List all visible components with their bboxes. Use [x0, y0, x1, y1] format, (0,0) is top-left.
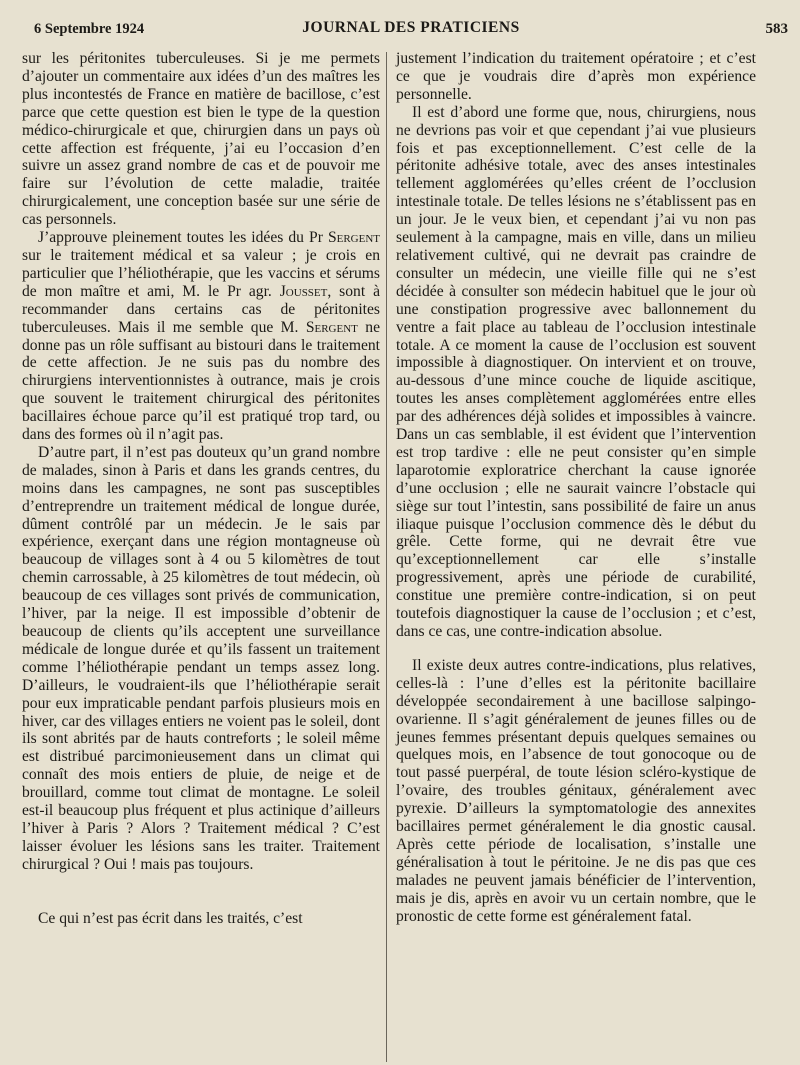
running-header	[34, 18, 788, 42]
column-divider	[386, 52, 387, 1062]
left-column	[22, 50, 380, 928]
text-run: J’approuve pleinement toutes les idées du Pr	[38, 229, 328, 247]
text-run: sur le traitement médical et sa valeur ; je crois en particulier que l’héliothérapie, que les vaccins et sérums de mon maître et ami, M. le Pr agr.	[22, 246, 380, 300]
text-run: ne donne pas un rôle suffisant au bistouri dans le traitement de cette affection. Je ne suis pas du nombre des chirurgiens interventionnistes à outrance, mais je crois que souvent le traitement chirurgical des péritonites bacillaires échoue parce qu’il est pratiqué trop tard, ou dans des formes où il n’agit pas.	[22, 318, 380, 444]
text-run: , sont à recommander dans certains cas de péritonites tuberculeuses. Mais il me semble que M.	[22, 282, 380, 336]
right-column	[396, 50, 756, 926]
issue-date: 6 Septembre 1924	[34, 21, 145, 37]
paragraph	[22, 229, 380, 444]
paragraph: Ce qui n’est pas écrit dans les traités, c’est	[38, 909, 303, 927]
paragraph: Il existe deux autres contre-indications, plus relatives, celles-là : l’une d’elles est la péritonite bacillaire développée secondairement à une bacillose salpingo-ovarienne. Il s’agit généralement de jeunes filles ou de jeunes femmes présentant depuis quelques semaines ou quelques mois, en l’absence de tout gonocoque ou de tout passé puerpéral, de toute lésion scléro-kystique de l’ovaire, des troubles génitaux, généralement avec pyrexie. D’ailleurs la symptomatologie des annexites bacillaires permet généralement le dia gnostic causal. Après cette période de localisation, s’installe une généralisation à tout le péritoine. Je ne dis pas que ces malades ne peuvent jamais bénéficier de l’intervention, mais je dis, après en avoir vu un certain nombre, que le pronostic de cette forme est généralement fatal.	[396, 656, 756, 925]
author-name: Jousset	[279, 282, 328, 300]
author-name: Sergent	[305, 318, 358, 336]
paragraph: sur les péritonites tuberculeuses. Si je me permets d’ajouter un commentaire aux idées d’un des maîtres les plus incontestés de France en matière de bacillose, c’est parce que cette question est bien le type de la question médico-chirurgicale et que, chirurgien dans un pays où cette affection est fréquente, j’ai eu l’occasion d’en suivre un assez grand nombre de cas et de pouvoir me faire sur l’évolution de cette maladie, traitée chirurgicalement, une conception basée sur une série de cas personnels.	[22, 50, 380, 229]
paragraph: Il est d’abord une forme que, nous, chirurgiens, nous ne devrions pas voir et que cependant j’ai vue plusieurs fois et pas exceptionnellement. C’est celle de la péritonite adhésive totale, avec des anses intestinales tellement agglomérées qu’elles créent de l’occlusion intestinale totale. De telles lésions ne s’établissent pas en un jour. Je le veux bien, et cependant j’ai vu non pas seulement à la campagne, mais en ville, dans un milieu relativement cultivé, qui ne devrait pas craindre de consulter un médecin, une vieille fille qui ne s’est décidée à consulter son médecin habituel que le jour où une constipation progressive avec ballonnement du ventre a fait place au tableau de l’occlusion intestinale totale. A ce moment la cause de l’occlusion est souvent impossible à diagnostiquer. On intervient et on trouve, au-dessous d’une mince couche de liquide ascitique, toutes les anses complètement agglomérées entre elles par des adhérences déjà solides et impossibles à vaincre. Dans un cas semblable, il est évident que l’intervention est trop tardive : elle ne peut consister qu’en simple laparotomie exploratrice cherchant la cause ignorée d’une occlusion ; elle ne saurait vaincre l’obstacle qui siège sur tout l’intestin, sans possibilité de faire un anus iliaque puisque l’occlusion commence dès le début du grêle. Cette forme, qui ne devrait être vue qu’exceptionnellement car elle s’installe progressivement, après une période de curabilité, constitue une première contre-indication, si on peut toutefois diagnostiquer la cause de l’occlusion ; et c’est, dans ce cas, une contre-indication absolue.	[396, 103, 756, 640]
paragraph: justement l’indication du traitement opératoire ; et c’est ce que je voudrais dire d’après mon expérience personnelle.	[396, 50, 756, 103]
journal-title: JOURNAL DES PRATICIENS	[302, 19, 520, 36]
author-name: Sergent	[327, 229, 380, 247]
page-number: 583	[765, 21, 788, 37]
paragraph: D’autre part, il n’est pas douteux qu’un grand nombre de malades, sinon à Paris et dans les grands centres, du moins dans les campagnes, ne sont pas susceptibles d’entreprendre un traitement médical de longue durée, dûment contrôlé par un médecin. Je le sais par expérience, exerçant dans une région montagneuse où beaucoup de villages sont à 4 ou 5 kilomètres de tout chemin carrossable, à 25 kilomètres de tout médecin, où beaucoup de ces villages sont privés de communication, l’hiver, par la neige. Il est impossible d’obtenir de beaucoup de clients qu’ils acceptent une surveillance médicale de longue durée et qu’ils fassent un traitement comme l’héliothérapie pendant un temps assez long. D’ailleurs, le voudraient-ils que l’héliothérapie serait pour eux impraticable pendant parfois plusieurs mois en hiver, car des villages entiers ne voient pas le soleil, dont ils sont abrités par de hauts contreforts ; le soleil même est distribué parcimonieusement dans un climat qui connaît des mois entiers de pluie, de neige et de brouillard, comme tout climat de montagne. Le soleil est-il beaucoup plus fréquent et plus actinique d’ailleurs l’hiver à Paris ? Alors ? Traitement médical ? C’est laisser évoluer les lésions sans les traiter. Traitement chirurgical ? Oui ! mais pas toujours.	[22, 443, 380, 873]
